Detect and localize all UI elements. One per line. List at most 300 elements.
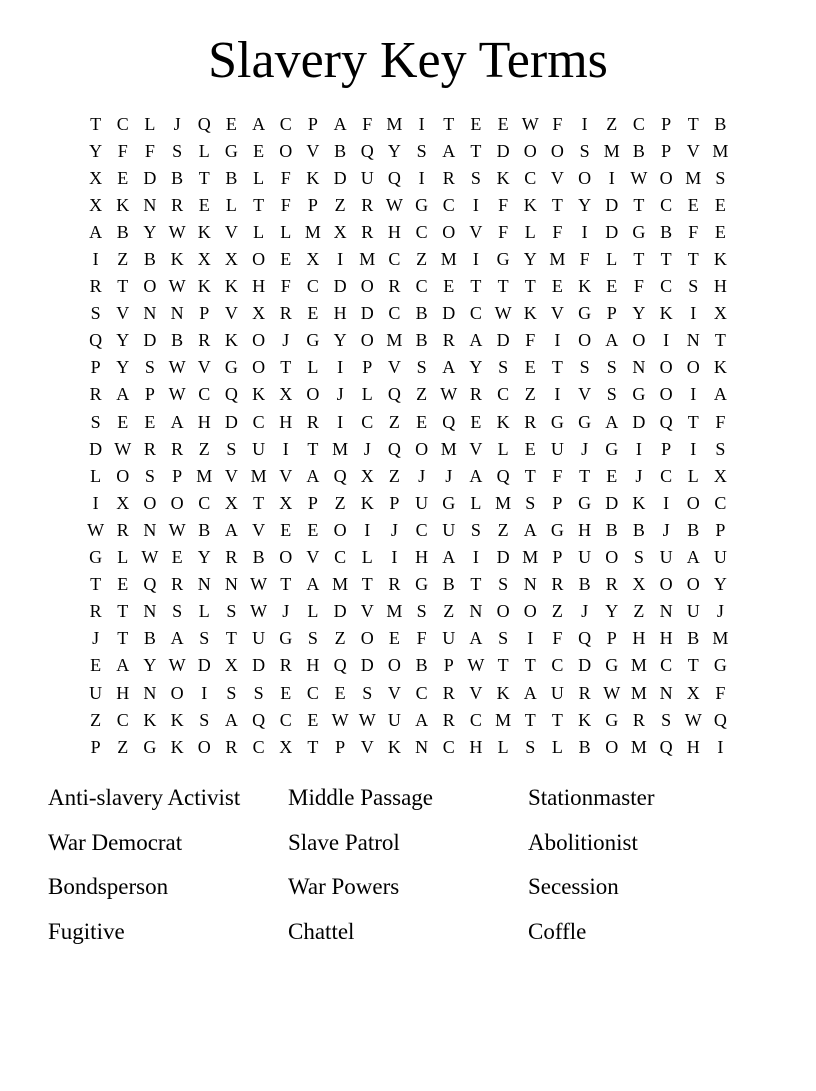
- grid-letter: B: [605, 519, 618, 540]
- grid-letter: T: [225, 628, 237, 649]
- grid-letter: T: [117, 276, 129, 297]
- grid-letter: G: [632, 384, 646, 405]
- grid-letter: S: [633, 547, 644, 568]
- grid-letter: F: [579, 249, 590, 270]
- grid-letter: E: [198, 194, 210, 215]
- grid-letter: D: [360, 655, 374, 676]
- grid-letter: V: [197, 357, 211, 378]
- grid-letter: S: [226, 601, 237, 622]
- grid-letter: L: [606, 249, 618, 270]
- grid-letter: Q: [713, 709, 727, 730]
- grid-letter: T: [117, 601, 129, 622]
- grid-letter: Y: [116, 330, 130, 351]
- grid-letter: H: [632, 628, 646, 649]
- grid-letter: Q: [496, 465, 510, 486]
- grid-letter: D: [496, 547, 510, 568]
- grid-letter: V: [469, 682, 483, 703]
- grid-letter: D: [224, 411, 238, 432]
- grid-letter: I: [581, 221, 588, 242]
- grid-letter: R: [198, 330, 211, 351]
- grid-letter: A: [224, 519, 238, 540]
- grid-letter: K: [578, 709, 592, 730]
- grid-letter: I: [472, 194, 479, 215]
- grid-letter: C: [524, 167, 537, 188]
- grid-letter: C: [469, 709, 482, 730]
- grid-letter: B: [334, 140, 347, 161]
- grid-letter: N: [659, 682, 673, 703]
- grid-letter: C: [306, 276, 319, 297]
- grid-letter: B: [116, 221, 129, 242]
- grid-letter: X: [252, 303, 266, 324]
- grid-letter: U: [252, 438, 266, 459]
- grid-letter: J: [662, 519, 670, 540]
- grid-letter: O: [170, 492, 184, 513]
- word-bank-item: War Democrat: [48, 829, 183, 855]
- grid-letter: I: [92, 492, 99, 513]
- grid-letter: F: [280, 276, 291, 297]
- word-bank-item: Stationmaster: [528, 785, 655, 810]
- grid-letter: C: [415, 276, 428, 297]
- grid-letter: R: [279, 303, 292, 324]
- grid-letter: R: [116, 519, 129, 540]
- grid-letter: U: [659, 547, 673, 568]
- grid-letter: S: [226, 438, 237, 459]
- grid-letter: Q: [659, 736, 673, 757]
- grid-letter: P: [199, 303, 210, 324]
- grid-letter: L: [144, 113, 156, 134]
- grid-letter: R: [89, 276, 102, 297]
- grid-letter: R: [171, 438, 184, 459]
- grid-letter: I: [635, 438, 642, 459]
- grid-letter: Z: [388, 465, 400, 486]
- grid-letter: C: [116, 113, 129, 134]
- grid-letter: B: [687, 628, 700, 649]
- grid-letter: I: [690, 303, 697, 324]
- grid-letter: A: [306, 574, 320, 595]
- grid-letter: S: [90, 303, 101, 324]
- grid-letter: A: [415, 709, 429, 730]
- grid-letter: I: [391, 547, 398, 568]
- grid-letter: U: [442, 519, 456, 540]
- grid-letter: Q: [360, 140, 374, 161]
- grid-letter: J: [282, 601, 290, 622]
- grid-letter: R: [632, 709, 645, 730]
- grid-letter: T: [253, 492, 265, 513]
- grid-letter: R: [388, 276, 401, 297]
- grid-letter: G: [415, 194, 429, 215]
- grid-letter: U: [686, 601, 700, 622]
- grid-letter: X: [279, 736, 293, 757]
- grid-letter: C: [279, 709, 292, 730]
- grid-letter: O: [143, 276, 157, 297]
- grid-letter: G: [415, 574, 429, 595]
- grid-letter: O: [252, 357, 266, 378]
- grid-letter: L: [497, 438, 509, 459]
- grid-letter: O: [279, 547, 293, 568]
- grid-letter: R: [388, 574, 401, 595]
- grid-letter: U: [89, 682, 103, 703]
- grid-letter: K: [197, 276, 211, 297]
- grid-letter: C: [306, 682, 319, 703]
- grid-letter: Q: [387, 384, 401, 405]
- grid-letter: C: [660, 655, 673, 676]
- grid-letter: J: [716, 601, 724, 622]
- grid-letter: S: [253, 682, 264, 703]
- grid-letter: I: [690, 384, 697, 405]
- grid-letter: Y: [387, 140, 401, 161]
- grid-letter: B: [171, 330, 184, 351]
- grid-letter: Y: [632, 303, 646, 324]
- grid-letter: P: [552, 547, 563, 568]
- grid-letter: V: [387, 357, 401, 378]
- grid-letter: C: [198, 492, 211, 513]
- grid-letter: S: [498, 357, 509, 378]
- grid-letter: K: [224, 276, 238, 297]
- grid-letter: C: [632, 113, 645, 134]
- grid-letter: T: [633, 194, 645, 215]
- grid-letter: D: [605, 194, 619, 215]
- grid-letter: S: [579, 357, 590, 378]
- grid-letter: J: [635, 465, 643, 486]
- grid-letter: O: [605, 547, 619, 568]
- grid-letter: E: [307, 709, 319, 730]
- grid-letter: R: [171, 574, 184, 595]
- grid-letter: K: [713, 249, 727, 270]
- grid-letter: R: [524, 411, 537, 432]
- grid-letter: F: [715, 411, 726, 432]
- grid-letter: M: [386, 330, 403, 351]
- grid-letter: S: [362, 682, 373, 703]
- grid-letter: M: [250, 465, 267, 486]
- grid-letter: D: [442, 303, 456, 324]
- grid-letter: W: [168, 276, 186, 297]
- grid-letter: G: [550, 519, 564, 540]
- grid-letter: J: [581, 438, 589, 459]
- word-bank: [48, 775, 816, 953]
- grid-letter: S: [498, 628, 509, 649]
- grid-letter: W: [521, 113, 539, 134]
- grid-letter: T: [470, 140, 482, 161]
- grid-letter: W: [603, 682, 621, 703]
- grid-letter: O: [360, 276, 374, 297]
- grid-letter: Z: [633, 601, 645, 622]
- grid-letter: W: [630, 167, 648, 188]
- grid-letter: B: [415, 330, 428, 351]
- grid-letter: X: [713, 303, 727, 324]
- grid-letter: N: [523, 574, 537, 595]
- grid-letter: E: [497, 113, 509, 134]
- grid-letter: X: [224, 655, 238, 676]
- grid-letter: T: [497, 276, 509, 297]
- grid-letter: T: [524, 655, 536, 676]
- grid-letter: P: [307, 113, 318, 134]
- word-bank-item: Coffle: [528, 918, 587, 944]
- grid-letter: V: [306, 140, 320, 161]
- grid-letter: S: [144, 465, 155, 486]
- grid-letter: F: [144, 140, 155, 161]
- grid-letter: C: [361, 411, 374, 432]
- grid-letter: I: [337, 411, 344, 432]
- grid-letter: I: [418, 167, 425, 188]
- grid-letter: G: [224, 357, 238, 378]
- grid-letter: G: [224, 140, 238, 161]
- grid-letter: K: [523, 194, 537, 215]
- grid-letter: Z: [90, 709, 102, 730]
- grid-letter: T: [687, 411, 699, 432]
- grid-letter: T: [443, 113, 455, 134]
- grid-letter: X: [306, 249, 320, 270]
- grid-letter: P: [552, 492, 563, 513]
- grid-letter: R: [279, 655, 292, 676]
- grid-letter: W: [358, 709, 376, 730]
- grid-letter: C: [116, 709, 129, 730]
- grid-letter: H: [713, 276, 727, 297]
- grid-letter: Q: [143, 574, 157, 595]
- grid-letter: R: [442, 330, 455, 351]
- grid-letter: W: [168, 655, 186, 676]
- grid-letter: Z: [117, 736, 129, 757]
- grid-letter: D: [632, 411, 646, 432]
- grid-letter: A: [89, 221, 103, 242]
- grid-letter: U: [415, 492, 429, 513]
- grid-letter: Z: [606, 113, 618, 134]
- grid-letter: Q: [197, 113, 211, 134]
- grid-letter: J: [336, 384, 344, 405]
- grid-letter: D: [197, 655, 211, 676]
- grid-letter: I: [717, 736, 724, 757]
- grid-letter: C: [714, 492, 727, 513]
- grid-letter: R: [306, 411, 319, 432]
- grid-letter: X: [224, 249, 238, 270]
- grid-letter: S: [416, 601, 427, 622]
- grid-letter: E: [280, 249, 292, 270]
- grid-letter: T: [660, 249, 672, 270]
- grid-letter: B: [252, 547, 265, 568]
- grid-letter: O: [170, 682, 184, 703]
- grid-letter: J: [363, 438, 371, 459]
- grid-letter: F: [280, 167, 291, 188]
- grid-letter: Z: [198, 438, 210, 459]
- grid-letter: F: [688, 221, 699, 242]
- grid-letter: G: [713, 655, 727, 676]
- grid-letter: R: [225, 547, 238, 568]
- grid-letter: S: [416, 140, 427, 161]
- grid-letter: K: [143, 709, 157, 730]
- grid-letter: X: [279, 492, 293, 513]
- grid-letter: X: [89, 167, 103, 188]
- grid-letter: K: [170, 249, 184, 270]
- grid-letter: B: [143, 249, 156, 270]
- grid-letter: F: [552, 628, 563, 649]
- grid-letter: M: [359, 249, 376, 270]
- grid-letter: R: [361, 194, 374, 215]
- grid-letter: U: [442, 628, 456, 649]
- grid-letter: O: [659, 384, 673, 405]
- grid-letter: B: [578, 574, 591, 595]
- grid-letter: E: [307, 519, 319, 540]
- grid-letter: E: [144, 411, 156, 432]
- grid-letter: M: [332, 438, 349, 459]
- grid-letter: P: [443, 655, 454, 676]
- word-bank-item: Bondsperson: [48, 874, 169, 899]
- grid-letter: I: [472, 249, 479, 270]
- grid-letter: G: [550, 411, 564, 432]
- grid-letter: N: [686, 330, 700, 351]
- grid-letter: X: [713, 465, 727, 486]
- grid-letter: L: [253, 167, 265, 188]
- grid-letter: Q: [333, 465, 347, 486]
- grid-letter: E: [551, 276, 563, 297]
- grid-letter: X: [686, 682, 700, 703]
- grid-letter: C: [388, 303, 401, 324]
- grid-letter: W: [467, 655, 485, 676]
- grid-letter: S: [606, 384, 617, 405]
- grid-letter: I: [690, 438, 697, 459]
- grid-letter: I: [663, 492, 670, 513]
- grid-letter: N: [143, 682, 157, 703]
- grid-letter: I: [663, 330, 670, 351]
- grid-letter: B: [632, 519, 645, 540]
- grid-letter: W: [331, 709, 349, 730]
- grid-letter: F: [362, 113, 373, 134]
- grid-letter: R: [469, 384, 482, 405]
- grid-letter: B: [687, 519, 700, 540]
- grid-letter: O: [659, 574, 673, 595]
- grid-letter: R: [442, 682, 455, 703]
- grid-letter: M: [630, 655, 647, 676]
- grid-letter: B: [198, 519, 211, 540]
- grid-letter: S: [199, 628, 210, 649]
- grid-letter: A: [170, 628, 184, 649]
- grid-letter: E: [117, 167, 129, 188]
- grid-letter: K: [116, 194, 130, 215]
- grid-letter: N: [143, 194, 157, 215]
- grid-letter: V: [387, 682, 401, 703]
- grid-letter: B: [225, 167, 238, 188]
- grid-letter: R: [551, 574, 564, 595]
- grid-letter: N: [170, 303, 184, 324]
- grid-letter: X: [333, 221, 347, 242]
- grid-letter: O: [659, 357, 673, 378]
- grid-letter: R: [578, 682, 591, 703]
- grid-letter: A: [469, 628, 483, 649]
- grid-letter: A: [252, 113, 266, 134]
- grid-letter: F: [633, 276, 644, 297]
- grid-letter: U: [578, 547, 592, 568]
- grid-letter: S: [172, 140, 183, 161]
- grid-letter: L: [198, 601, 210, 622]
- grid-letter: I: [554, 330, 561, 351]
- grid-letter: M: [386, 601, 403, 622]
- grid-letter: J: [581, 601, 589, 622]
- grid-letter: L: [687, 465, 699, 486]
- grid-letter: X: [116, 492, 130, 513]
- grid-letter: I: [418, 113, 425, 134]
- grid-letter: P: [606, 628, 617, 649]
- grid-letter: G: [578, 411, 592, 432]
- grid-letter: P: [715, 519, 726, 540]
- grid-letter: T: [117, 628, 129, 649]
- grid-letter: E: [524, 357, 536, 378]
- grid-letter: T: [579, 465, 591, 486]
- word-bank-item: Abolitionist: [528, 829, 638, 855]
- grid-letter: L: [524, 221, 536, 242]
- grid-letter: W: [168, 384, 186, 405]
- grid-letter: E: [606, 465, 618, 486]
- grid-letter: T: [551, 709, 563, 730]
- grid-letter: L: [551, 736, 563, 757]
- grid-letter: I: [472, 547, 479, 568]
- grid-letter: A: [333, 113, 347, 134]
- grid-letter: W: [141, 547, 159, 568]
- grid-letter: U: [360, 167, 374, 188]
- grid-letter: E: [714, 221, 726, 242]
- grid-letter: L: [198, 140, 210, 161]
- grid-letter: H: [333, 303, 347, 324]
- grid-letter: M: [630, 736, 647, 757]
- grid-letter: L: [470, 492, 482, 513]
- grid-letter: N: [143, 303, 157, 324]
- grid-letter: C: [198, 384, 211, 405]
- grid-letter: V: [686, 140, 700, 161]
- grid-letter: F: [552, 113, 563, 134]
- grid-letter: I: [282, 438, 289, 459]
- grid-letter: Z: [497, 519, 509, 540]
- grid-letter: G: [442, 492, 456, 513]
- grid-letter: S: [172, 601, 183, 622]
- grid-letter: T: [90, 574, 102, 595]
- grid-letter: K: [523, 303, 537, 324]
- grid-letter: H: [686, 736, 700, 757]
- grid-letter: G: [605, 655, 619, 676]
- grid-letter: L: [497, 736, 509, 757]
- grid-letter: V: [252, 519, 266, 540]
- grid-letter: T: [551, 194, 563, 215]
- grid-letter: E: [470, 113, 482, 134]
- grid-letter: K: [170, 709, 184, 730]
- grid-letter: H: [415, 547, 429, 568]
- grid-letter: K: [224, 330, 238, 351]
- grid-letter: X: [197, 249, 211, 270]
- grid-letter: A: [469, 465, 483, 486]
- grid-letter: U: [550, 682, 564, 703]
- grid-letter: V: [469, 438, 483, 459]
- grid-letter: T: [280, 357, 292, 378]
- grid-letter: W: [87, 519, 105, 540]
- grid-letter: S: [307, 628, 318, 649]
- grid-letter: S: [525, 736, 536, 757]
- grid-letter: G: [578, 303, 592, 324]
- grid-letter: G: [578, 492, 592, 513]
- grid-letter: O: [360, 628, 374, 649]
- grid-letter: H: [659, 628, 673, 649]
- grid-letter: I: [201, 682, 208, 703]
- grid-letter: C: [252, 736, 265, 757]
- grid-letter: L: [307, 357, 319, 378]
- grid-letter: S: [470, 519, 481, 540]
- grid-letter: G: [632, 221, 646, 242]
- grid-letter: R: [361, 221, 374, 242]
- grid-letter: A: [224, 709, 238, 730]
- grid-letter: O: [252, 330, 266, 351]
- grid-letter: I: [337, 357, 344, 378]
- page-title: Slavery Key Terms: [208, 32, 608, 89]
- grid-letter: G: [496, 249, 510, 270]
- grid-letter: C: [415, 682, 428, 703]
- grid-letter: Y: [605, 601, 619, 622]
- grid-letter: W: [114, 438, 132, 459]
- grid-letter: E: [606, 276, 618, 297]
